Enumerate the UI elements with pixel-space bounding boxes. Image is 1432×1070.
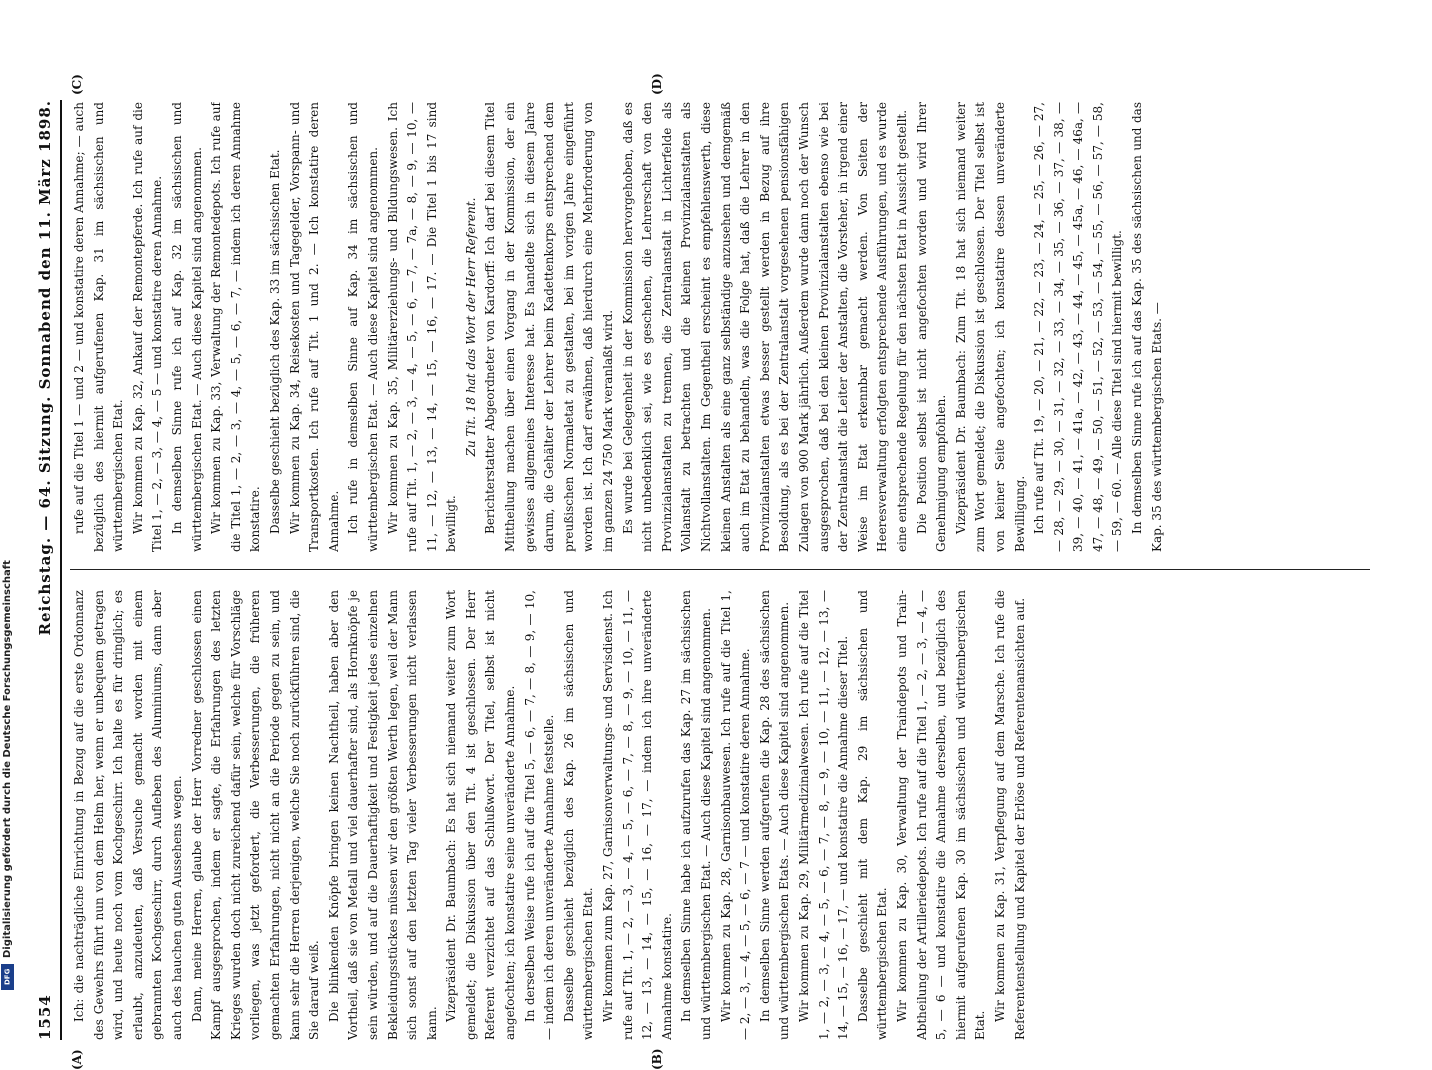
paragraph: Wir kommen zu Kap. 34, Reisekosten und Tagegelder, Vorspann- und Transportkosten. Ich rufe auf Tit. 1 und 2. — Ich konstatire deren Annahme. xyxy=(286,102,345,552)
paragraph: In derselben Weise rufe ich auf die Titel 5, — 6, — 7, — 8, — 9, — 10, — indem ich deren unveränderte Annahme feststelle. xyxy=(521,590,560,1040)
paragraph: Wir kommen zum Kap. 27, Garnisonverwaltungs- und Servisdienst. Ich rufe auf Tit. 1, — 2, — 3, — 4, — 5, — 6, — 7, — 8, — 9, — 10, — 11, — 12, — 13, — 14, — 15, — 16, — 17, — indem ich ihre unveränderte Annahme konstatire. xyxy=(599,590,677,1040)
paragraph: In demselben Sinne werden aufgerufen die Kap. 28 des sächsischen und württembergischen Etats. — Auch diese Kapitel sind angenommen. xyxy=(756,590,795,1040)
right-column xyxy=(70,102,1380,552)
paragraph: Wir kommen zu Kap. 33, Verwaltung der Remontedepots. Ich rufe auf die Titel 1, — 2, — 3, — 4, — 5, — 6, — 7, — indem ich deren Annahme konstatire. xyxy=(207,102,266,552)
left-column xyxy=(70,590,1380,1040)
paragraph: In demselben Sinne rufe ich auf das Kap. 35 des sächsischen und das Kap. 35 des württembergischen Etats. — xyxy=(1128,102,1167,552)
paragraph: Die Position selbst ist nicht angefochten worden und wird Ihrer Genehmigung empfohlen. xyxy=(913,102,952,552)
paragraph: Es wurde bei Gelegenheit in der Kommission hervorgehoben, daß es nicht unbedenklich sei, wie es geschehen, die Lehrerschaft von den Provinzialanstalten zu trennen, die Zentralanstalt in Lichterfelde als Vollanstalt zu betrachten und die kleinen Provinzialanstalten als Nichtvollanstalten. Im Gegentheil erscheint es empfehlenswerth, diese kleinen Anstalten als eine ganz selbständige anzusehen und demgemäß auch im Etat zu behandeln, was die Folge hat, daß die Lehrer in den Provinzialanstalten etwas besser gestellt werden in Bezug auf ihre Besoldung, als es bei der Zentralanstalt vorgesehenen pensionsfähigen Zulagen von 900 Mark jährlich. Außerdem wurde dann noch der Wunsch ausgesprochen, daß bei den kleinen Provinzialanstalten ebenso wie bei der Zentralanstalt die Leiter der Anstalten, die Vorsteher, in irgend einer Weise im Etat erkennbar gemacht werden. Von Seiten der Heeresverwaltung erfolgten entsprechende Ausführungen, und es wurde eine entsprechende Regelung für den nächsten Etat in Aussicht gestellt. xyxy=(619,102,913,552)
dfg-logo-icon: DFG xyxy=(1,964,14,990)
paragraph: Vizepräsident Dr. Baumbach: Es hat sich niemand weiter zum Wort gemeldet; die Diskussion über den Tit. 4 ist geschlossen. Der Herr Referent verzichtet auf das Schlußwort. Der Titel, selbst ist nicht angefochten; ich konstatire seine unveränderte Annahme. xyxy=(442,590,520,1040)
page-number: 1554 xyxy=(36,994,54,1040)
session-title: Reichstag. — 64. Sitzung. Sonnabend den 11. März 1898. xyxy=(36,100,54,635)
margin-mark-c: (C) xyxy=(70,74,84,95)
credit-text: Digitalisierung gefördert durch die Deutsche Forschungsgemeinschaft xyxy=(2,560,13,958)
paragraph: Wir kommen zu Kap. 29, Militärmedizinalwesen. Ich rufe auf die Titel 1, — 2, — 3, — 4, — 5, — 6, — 7, — 8, — 9, — 10, — 11, — 12, — 13, — 14, — 15, — 16, — 17, — und konstatire die Annahme dieser Titel. xyxy=(795,590,854,1040)
paragraph: Dasselbe geschieht mit dem Kap. 29 im sächsischen und württembergischen Etat. xyxy=(854,590,893,1040)
paragraph: rufe auf die Titel 1 — und 2 — und konstatire deren Annahme; — auch bezüglich des hiermit aufgerufenen Kap. 31 im sächsischen und württembergischen Etat. xyxy=(70,102,129,552)
paragraph: Ich rufe in demselben Sinne auf Kap. 34 im sächsischen und württembergischen Etat. — Auch diese Kapitel sind angenommen. xyxy=(344,102,383,552)
paragraph: In demselben Sinne rufe ich auf Kap. 32 im sächsischen und württembergischen Etat. — Auch diese Kapitel sind angenommen. xyxy=(168,102,207,552)
paragraph: Wir kommen zu Kap. 31, Verpflegung auf dem Marsche. Ich rufe die Referentenstellung und Kapitel der Erlöse und Referentenansichten auf. xyxy=(991,590,1030,1040)
paragraph: Dasselbe geschieht bezüglich des Kap. 33 im sächsischen Etat. xyxy=(266,102,286,552)
column-divider xyxy=(70,569,1370,570)
paragraph: Die blinkenden Knöpfe bringen keinen Nachtheil, haben aber den Vortheil, daß sie von Metall und viel dauerhafter sind, als Hornknöpfe je sein würden, und auf die Dauerhaftigkeit und Festigkeit jedes einzelnen Bekleidungsstückes müssen wir den größten Werth legen, weil der Mann sich sonst auf den letzten Tag vieler Verbesserungen nicht verlassen kann. xyxy=(325,590,443,1040)
paragraph: Dann, meine Herren, glaube der Herr Vorredner geschlossen einen Kampf ausgesprochen, indem er sagte, die Erfahrungen des letzten Krieges wurden doch nicht zureichend dafür sein, welche für Vorschläge vorliegen, was jetzt gefordert, die Verbesserungen, die früheren gemachten Erfahrungen, nicht nicht an die Periode gegen zu sein, und kann sehr die Herren derjenigen, welche Sie noch zurückführen sind, die Sie darauf weiß. xyxy=(188,590,325,1040)
margin-mark-d: (D) xyxy=(650,73,664,95)
paragraph: Ich rufe auf Tit. 19, — 20, — 21, — 22, — 23, — 24, — 25, — 26, — 27, — 28, — 29, — 30, — 31, — 32, — 33, — 34, — 35, — 36, — 37, — 38, — 39, — 40, — 41, — 41a, — 42, — 43, — 44, — 45, — 45a, — 46, — 46a, — 47, — 48, — 49, — 50, — 51, — 52, — 53, — 54, — 55, — 56, — 57, — 58, — 59, — 60. — Alle diese Titel sind hiermit bewilligt. xyxy=(1030,102,1128,552)
paragraph: Wir kommen zu Kap. 35, Militärerziehungs- und Bildungswesen. Ich rufe auf Tit. 1, — 2, — 3, — 4, — 5, — 6, — 7, — 7a, — 8, — 9, — 10, — 11, — 12, — 13, — 14, — 15, — 16, — 17. — Die Titel 1 bis 17 sind bewilligt. xyxy=(384,102,462,552)
paragraph: Wir kommen zu Kap. 30, Verwaltung der Traindepots und Train-Abtheilung der Artilleriedepots. Ich rufe auf die Titel 1, — 2, — 3, — 4, — 5, — 6 — und konstatire die Annahme derselben, und bezüglich des hiermit aufgerufenen Kap. 30 im sächsischen und württembergischen Etat. xyxy=(893,590,991,1040)
paragraph: Ich: die nachträgliche Einrichtung in Bezug auf die erste Ordonnanz des Gewehrs führt nun von dem Helm her, wenn er unbequem getragen wird, und heute noch vom Kochgeschirr. Ich halte es für dringlich; es erlaubt, anzudeuten, daß Versuche gemacht worden mit einem gebrannten Kochgeschirr, durch Aufleben des Aluminiums, dann aber auch des hauchen guten Aussehens wegen. xyxy=(70,590,188,1040)
document-page xyxy=(30,40,1390,1040)
page-header xyxy=(30,100,62,1040)
margin-mark-b: (B) xyxy=(650,1049,664,1070)
paragraph: In demselben Sinne habe ich aufzurufen das Kap. 27 im sächsischen und württembergischen Etat. — Auch diese Kapitel sind angenommen. xyxy=(677,590,716,1040)
digitization-credit xyxy=(1,390,14,990)
paragraph: Zu Tit. 18 hat das Wort der Herr Referent. xyxy=(462,102,482,552)
margin-mark-a: (A) xyxy=(70,1049,84,1070)
paragraph: Wir kommen zu Kap. 28, Garnisonbauwesen. Ich rufe auf die Titel 1, — 2, — 3, — 4, — 5, — 6, — 7 — und konstatire deren Annahme. xyxy=(717,590,756,1040)
paragraph: Wir kommen zu Kap. 32, Ankauf der Remontepferde. Ich rufe auf die Titel 1, — 2, — 3, — 4, — 5 — und konstatire deren Annahme. xyxy=(129,102,168,552)
paragraph: Dasselbe geschieht bezüglich des Kap. 26 im sächsischen und württembergischen Etat. xyxy=(560,590,599,1040)
paragraph: Vizepräsident Dr. Baumbach: Zum Tit. 18 hat sich niemand weiter zum Wort gemeldet; die Diskussion ist geschlossen. Der Titel selbst ist von keiner Seite angefochten; ich konstatire dessen unveränderte Bewilligung. xyxy=(952,102,1030,552)
paragraph: Berichterstatter Abgeordneter von Kardorff: Ich darf bei diesem Titel Mittheilung machen über einen Vorgang in der Kommission, der ein gewisses allgemeines Interesse hat. Es handelte sich in diesem Jahre darum, die Gehälter der Lehrer beim Kadettenkorps entsprechend dem preußischen Normaletat zu gestalten, bei im vorigen Jahre eingeführt worden ist. Ich darf erwähnen, daß hierdurch eine Mehrforderung von im ganzen 24 750 Mark veranlaßt wird. xyxy=(481,102,618,552)
